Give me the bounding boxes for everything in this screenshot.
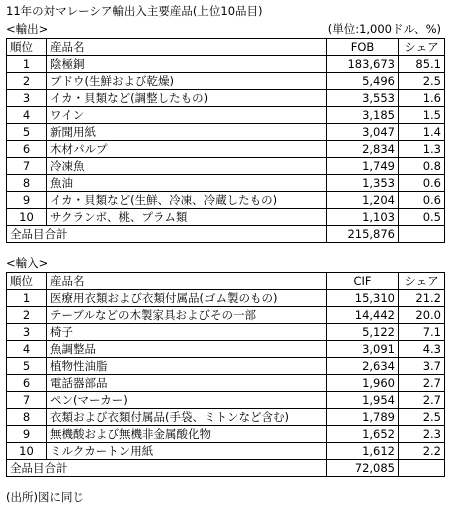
rank-cell: 8 bbox=[7, 175, 47, 192]
product-cell: 衣類および衣類付属品(手袋、ミトンなど含む) bbox=[47, 409, 327, 426]
table-row bbox=[7, 375, 445, 392]
rank-cell: 5 bbox=[7, 124, 47, 141]
share-cell: 1.5 bbox=[399, 107, 445, 124]
value-cell: 5,122 bbox=[327, 324, 399, 341]
rank-cell: 10 bbox=[7, 209, 47, 226]
product-cell: 無機酸および無機非金属酸化物 bbox=[47, 426, 327, 443]
product-cell: 陰極銅 bbox=[47, 56, 327, 73]
table-row bbox=[7, 124, 445, 141]
product-cell: 医療用衣類および衣類付属品(ゴム製のもの) bbox=[47, 290, 327, 307]
share-cell: 85.1 bbox=[399, 56, 445, 73]
rank-cell: 8 bbox=[7, 409, 47, 426]
rank-cell: 7 bbox=[7, 158, 47, 175]
product-cell: 魚油 bbox=[47, 175, 327, 192]
share-cell: 2.3 bbox=[399, 426, 445, 443]
total-share-empty bbox=[399, 226, 445, 243]
value-cell: 1,612 bbox=[327, 443, 399, 460]
header-row bbox=[7, 273, 445, 290]
product-cell: 魚調整品 bbox=[47, 341, 327, 358]
value-cell: 1,749 bbox=[327, 158, 399, 175]
share-cell: 4.3 bbox=[399, 341, 445, 358]
table-row bbox=[7, 324, 445, 341]
product-cell: イカ・貝類など(調整したもの) bbox=[47, 90, 327, 107]
table-row bbox=[7, 409, 445, 426]
table-row bbox=[7, 56, 445, 73]
total-value: 215,876 bbox=[327, 226, 399, 243]
table-row bbox=[7, 426, 445, 443]
share-cell: 2.7 bbox=[399, 392, 445, 409]
value-cell: 3,047 bbox=[327, 124, 399, 141]
share-header: シェア bbox=[399, 39, 445, 56]
rank-cell: 9 bbox=[7, 192, 47, 209]
table-row bbox=[7, 209, 445, 226]
rank-cell: 10 bbox=[7, 443, 47, 460]
export-section-label: <輸出> bbox=[6, 22, 49, 36]
table-row bbox=[7, 141, 445, 158]
rank-header: 順位 bbox=[7, 39, 47, 56]
share-cell: 1.3 bbox=[399, 141, 445, 158]
share-cell: 1.6 bbox=[399, 90, 445, 107]
table-row bbox=[7, 290, 445, 307]
table-row bbox=[7, 73, 445, 90]
product-cell: ブドウ(生鮮および乾燥) bbox=[47, 73, 327, 90]
rank-cell: 3 bbox=[7, 90, 47, 107]
value-cell: 1,353 bbox=[327, 175, 399, 192]
rank-cell: 1 bbox=[7, 290, 47, 307]
share-header: シェア bbox=[399, 273, 445, 290]
value-cell: 183,673 bbox=[327, 56, 399, 73]
import-table bbox=[6, 272, 445, 477]
value-cell: 1,789 bbox=[327, 409, 399, 426]
value-cell: 2,834 bbox=[327, 141, 399, 158]
share-cell: 2.7 bbox=[399, 375, 445, 392]
product-cell: ミルクカートン用紙 bbox=[47, 443, 327, 460]
table-row bbox=[7, 107, 445, 124]
value-cell: 1,204 bbox=[327, 192, 399, 209]
product-cell: 電話器部品 bbox=[47, 375, 327, 392]
share-cell: 7.1 bbox=[399, 324, 445, 341]
share-cell: 2.2 bbox=[399, 443, 445, 460]
share-cell: 0.6 bbox=[399, 175, 445, 192]
product-cell: テーブルなどの木製家具およびその一部 bbox=[47, 307, 327, 324]
value-cell: 3,185 bbox=[327, 107, 399, 124]
share-cell: 20.0 bbox=[399, 307, 445, 324]
rank-cell: 3 bbox=[7, 324, 47, 341]
rank-cell: 2 bbox=[7, 73, 47, 90]
share-cell: 0.5 bbox=[399, 209, 445, 226]
rank-cell: 6 bbox=[7, 141, 47, 158]
table-row bbox=[7, 341, 445, 358]
value-cell: 3,091 bbox=[327, 341, 399, 358]
product-cell: 植物性油脂 bbox=[47, 358, 327, 375]
value-header: FOB bbox=[327, 39, 399, 56]
page-title: 11年の対マレーシア輸出入主要産品(上位10品目) bbox=[6, 4, 263, 18]
share-cell: 2.5 bbox=[399, 409, 445, 426]
product-cell: ペン(マーカー) bbox=[47, 392, 327, 409]
import-section-label: <輸入> bbox=[6, 256, 49, 270]
product-cell: イカ・貝類など(生鮮、冷凍、冷蔵したもの) bbox=[47, 192, 327, 209]
table-row bbox=[7, 307, 445, 324]
value-cell: 1,960 bbox=[327, 375, 399, 392]
table-row bbox=[7, 392, 445, 409]
value-cell: 1,652 bbox=[327, 426, 399, 443]
share-cell: 0.6 bbox=[399, 192, 445, 209]
export-table bbox=[6, 38, 445, 243]
share-cell: 2.5 bbox=[399, 73, 445, 90]
product-cell: サクランボ、桃、プラム類 bbox=[47, 209, 327, 226]
value-cell: 1,103 bbox=[327, 209, 399, 226]
product-header: 産品名 bbox=[47, 39, 327, 56]
product-cell: 椅子 bbox=[47, 324, 327, 341]
rank-cell: 1 bbox=[7, 56, 47, 73]
product-header: 産品名 bbox=[47, 273, 327, 290]
rank-cell: 7 bbox=[7, 392, 47, 409]
rank-cell: 5 bbox=[7, 358, 47, 375]
product-cell: ワイン bbox=[47, 107, 327, 124]
rank-cell: 4 bbox=[7, 341, 47, 358]
header-row bbox=[7, 39, 445, 56]
source-note: (出所)図に同じ bbox=[6, 490, 84, 504]
table-row bbox=[7, 192, 445, 209]
table-row bbox=[7, 175, 445, 192]
value-header: CIF bbox=[327, 273, 399, 290]
total-share-empty bbox=[399, 460, 445, 477]
rank-cell: 2 bbox=[7, 307, 47, 324]
product-cell: 冷凍魚 bbox=[47, 158, 327, 175]
total-value: 72,085 bbox=[327, 460, 399, 477]
table-row bbox=[7, 443, 445, 460]
product-cell: 木材パルプ bbox=[47, 141, 327, 158]
total-label: 全品目合計 bbox=[7, 226, 327, 243]
unit-note: (単位:1,000ドル、%) bbox=[327, 22, 441, 36]
share-cell: 3.7 bbox=[399, 358, 445, 375]
rank-cell: 6 bbox=[7, 375, 47, 392]
value-cell: 2,634 bbox=[327, 358, 399, 375]
rank-cell: 4 bbox=[7, 107, 47, 124]
value-cell: 15,310 bbox=[327, 290, 399, 307]
table-row bbox=[7, 90, 445, 107]
share-cell: 0.8 bbox=[399, 158, 445, 175]
value-cell: 3,553 bbox=[327, 90, 399, 107]
table-row bbox=[7, 358, 445, 375]
value-cell: 1,954 bbox=[327, 392, 399, 409]
rank-cell: 9 bbox=[7, 426, 47, 443]
product-cell: 新聞用紙 bbox=[47, 124, 327, 141]
table-row bbox=[7, 158, 445, 175]
value-cell: 5,496 bbox=[327, 73, 399, 90]
share-cell: 1.4 bbox=[399, 124, 445, 141]
value-cell: 14,442 bbox=[327, 307, 399, 324]
total-row bbox=[7, 460, 445, 477]
total-label: 全品目合計 bbox=[7, 460, 327, 477]
share-cell: 21.2 bbox=[399, 290, 445, 307]
total-row bbox=[7, 226, 445, 243]
rank-header: 順位 bbox=[7, 273, 47, 290]
